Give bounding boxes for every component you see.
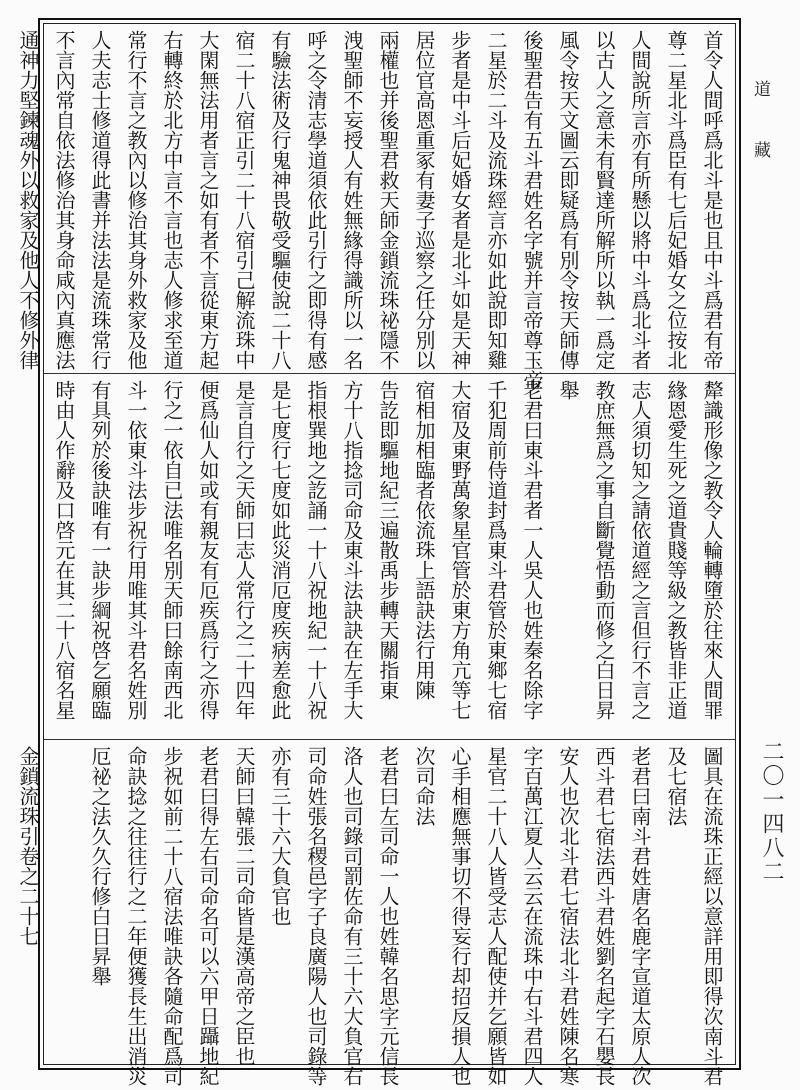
page-frame (16, 18, 741, 1086)
text-column: 司命姓張名稷邑字子良廣陽人也司錄等 (304, 746, 328, 1086)
text-column: 厄祕之法久久行修白日昇舉 (88, 746, 112, 986)
text-column: 有驗法術及行鬼神畏敬受驅使說二十八 (268, 30, 292, 370)
text-column: 有具列於後訣唯有一訣步綱祝啓乞願臨 (88, 380, 112, 720)
text-block-middle (44, 374, 735, 738)
text-column: 字百萬江夏人云云在流珠中右斗君四人 (520, 746, 544, 1086)
text-column: 步祝如前二十八宿法唯訣各隨命配爲司 (160, 746, 184, 1086)
text-column: 金鎖流珠引卷之二十七 (16, 746, 40, 946)
text-column: 二星於二斗及流珠經言亦如此說即知雞 (484, 30, 508, 370)
text-column: 通神力堅鍊魂外以救家及他人不修外律 (16, 30, 40, 370)
text-column: 以古人之意未有賢達所解所以執一爲定 (592, 30, 616, 370)
text-column: 右轉終於北方中言不言也志人修求至道 (160, 30, 184, 370)
text-column: 居位官高恩重冢有妻子巡察之任分別以 (412, 30, 436, 370)
text-column: 方十八指捻司命及東斗法訣訣在左手大 (340, 380, 364, 720)
text-column: 千犯周前侍道封爲東斗君管於東鄉七宿 (484, 380, 508, 720)
text-column: 首令人間呼爲北斗是也且中斗爲君有帝 (700, 30, 724, 370)
page-number: 二〇一四八二 (759, 740, 784, 884)
text-column: 呼之令清志學道須依此引行之即得有感 (304, 30, 328, 370)
text-column: 尊二星北斗爲臣有七后妃婚女之位按北 (664, 30, 688, 370)
text-column: 宿二十八宿正引二十八宿引己解流珠中 (232, 30, 256, 370)
text-column: 次司命法 (412, 746, 436, 826)
text-column: 志人須切知之請依道經之言但行不言之 (628, 380, 652, 720)
text-column: 是七度行七度如此災消厄度疾病差愈此 (268, 380, 292, 720)
text-column: 宿相加相臨者依流珠上語訣法行用陳 (412, 380, 436, 700)
text-column: 西斗君七宿法西斗君姓劉名起字石嬰長 (592, 746, 616, 1086)
text-column: 犛識形像之教令人輪轉墮於往來人間罪 (700, 380, 724, 720)
text-column: 洩聖師不妄授人有姓無緣得識所以一名 (340, 30, 364, 370)
text-block-bottom (16, 740, 735, 1086)
text-column: 兩權也并後聖君救天師金鎖流珠祕隱不 (376, 30, 400, 370)
text-column: 心手相應無事切不得妄行却招反損人也 (448, 746, 472, 1086)
text-column: 指根巽地之訖誦一十八祝地紀一十八祝 (304, 380, 328, 720)
text-block-top (16, 24, 735, 390)
text-column: 星官二十八人皆受志人配使并乞願皆如 (484, 746, 508, 1086)
text-column: 圖具在流珠正經以意詳用即得次南斗君 (700, 746, 724, 1086)
text-column: 人夫志士修道得此書并法法是流珠常行 (88, 30, 112, 370)
text-column: 告訖即驅地紀三遍散禹步轉天關指東 (376, 380, 400, 700)
text-column: 是言自行之天師曰志人常行之二十四年 (232, 380, 256, 720)
text-column: 斗一依東斗法步祝行用唯其斗君名姓別 (124, 380, 148, 720)
text-column: 行之一依自已法唯名別天師曰餘南西北 (160, 380, 184, 720)
text-column: 大閑無法用者言之如有者不言從東方起 (196, 30, 220, 370)
text-column: 大宿及東野萬象星官管於東方角亢等七 (448, 380, 472, 720)
text-column: 人間說所言亦有所懸以將中斗爲北斗者 (628, 30, 652, 370)
text-column: 老君曰左司命一人也姓韓名思字元信長 (376, 746, 400, 1086)
text-column: 教庶無爲之事自斷覺悟動而修之白日昇 (592, 380, 616, 720)
text-column: 洛人也司錄司罰佐命有三十六大負官右 (340, 746, 364, 1086)
text-column: 步者是中斗后妃婚女者是北斗如是天神 (448, 30, 472, 370)
text-column: 緣恩愛生死之道貴賤等級之教皆非正道 (664, 380, 688, 720)
text-column: 便爲仙人如或有親友有厄疾爲行之亦得 (196, 380, 220, 720)
text-column: 常行不言之教內以修治其身外救家及他 (124, 30, 148, 370)
frame-inner (16, 23, 736, 1086)
text-column: 老君曰得左右司命名可以六甲日躡地紀 (196, 746, 220, 1086)
text-column: 天師曰韓張二司命皆是漢高帝之臣也 (232, 746, 256, 1066)
text-column: 及七宿法 (664, 746, 688, 826)
text-column: 安人也次北斗君七宿法北斗君姓陳名寒 (556, 746, 580, 1086)
text-column: 後聖君告有五斗君姓名字號并言帝尊玉帝 (520, 30, 544, 390)
text-column: 命訣捻之往往行之二年便獲長生出消災 (124, 746, 148, 1086)
text-column: 時由人作辭及口啓元在其二十八宿名星 (52, 380, 76, 720)
text-column: 老君曰東斗君者一人吳人也姓秦名除字 (520, 380, 544, 720)
text-column: 舉 (556, 380, 580, 400)
text-column (49, 746, 79, 1067)
text-column: 亦有三十六大負官也 (268, 746, 292, 926)
text-column: 老君曰南斗君姓唐名鹿字宣道太原人次 (628, 746, 652, 1086)
text-column: 風令按天文圖云即疑爲有別令按天師傳 (556, 30, 580, 370)
text-column: 不言內常自依法修治其身命咸內真應法 (52, 30, 76, 370)
margin-title: 道藏 (750, 80, 770, 202)
